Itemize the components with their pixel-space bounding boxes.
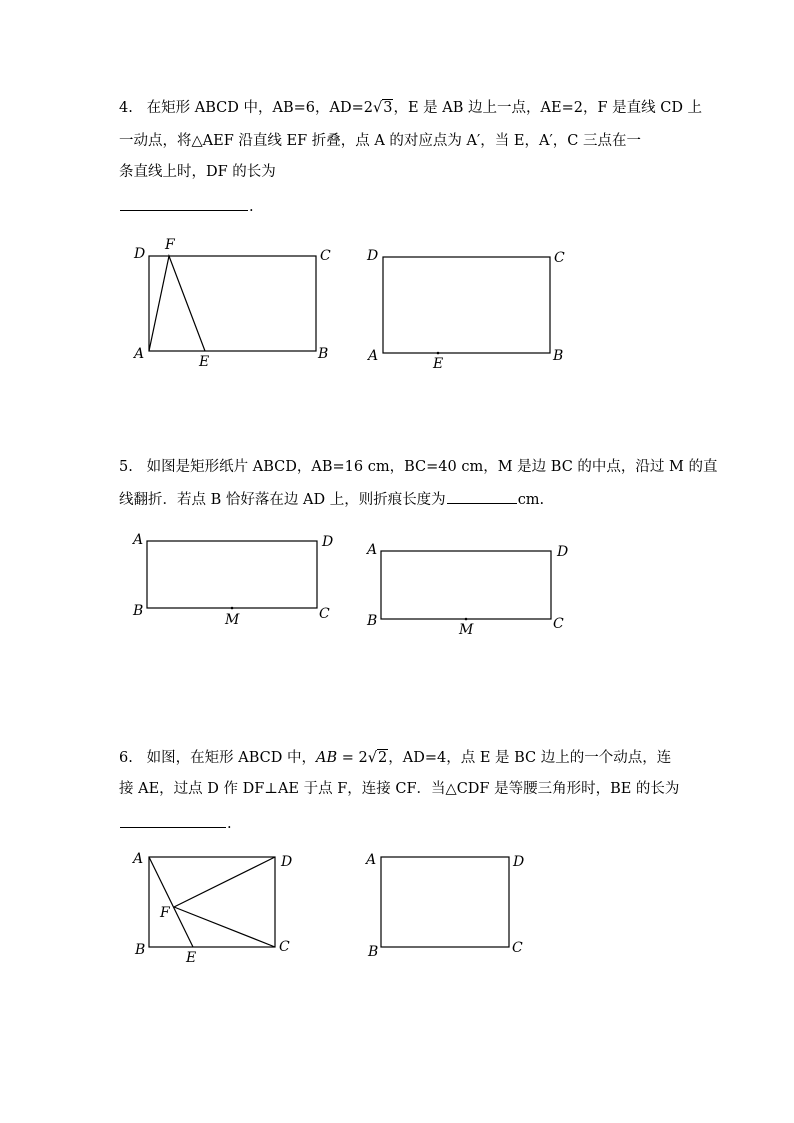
q4-fig2-point-e [437,352,440,355]
q5-fig1-label-a: A [133,532,144,548]
q6-fig1-label-f: F [160,905,170,921]
q5-number: 5. [119,459,133,475]
q4-text-1a: 在矩形 ABCD 中，AB=6，AD= [146,100,364,116]
q4-fig1-label-d: D [134,246,146,262]
q5-text-2a: 线翻折．若点 B 恰好落在边 AD 上，则折痕长度为 [119,492,446,508]
q4-line-3: 条直线上时，DF 的长为 [119,164,276,180]
q6-fig2-rect [381,857,509,947]
q5-fig1-label-d: D [322,534,334,550]
q6-end: . [227,816,232,832]
q6-sqrt-radicand: 2 [378,750,388,766]
q6-text-1a: 如图，在矩形 ABCD 中， [146,750,317,766]
q4-fig1-label-b: B [318,346,329,362]
q4-fig2-label-d: D [367,248,379,264]
q6-fig1-ae [149,857,193,947]
q4-sqrt-radicand: 3 [383,100,393,116]
q4-fig1-label-e: E [199,354,210,370]
q5-fig1-label-m: M [225,612,240,628]
q6-fig1-df [174,857,275,907]
q4-fig2-label-e: E [433,356,444,372]
q4-sqrt: √3 [373,100,393,116]
q5-fig2-label-d: D [557,544,569,560]
q5-fig1-rect [147,541,317,608]
q5-fig1-label-c: C [319,606,330,622]
q5-fig1-label-b: B [133,603,144,619]
q6-fig1-label-c: C [279,939,290,955]
q6-eq-sign: = [337,750,359,766]
q6-fig1-label-a: A [133,851,144,867]
q4-fig2-label-a: A [368,348,379,364]
q6-fig2-label-b: B [368,944,379,960]
q6-line-2: 接 AE，过点 D 作 DF⊥AE 于点 F，连接 CF．当△CDF 是等腰三角形时，BE 的长为 [119,781,680,797]
q4-fig1-label-a: A [134,346,145,362]
q6-fig1-rect [149,857,275,947]
q4-end: . [249,199,254,215]
q5-text-1: 如图是矩形纸片 ABCD，AB=16 cm，BC=40 cm，M 是边 BC 的中点，沿过 M 的直 [146,459,718,475]
q4-fig1-label-c: C [320,248,331,264]
q5-fig2-label-c: C [553,616,564,632]
q6-sqrt-coef: 2 [358,750,368,766]
q5-fig2-rect [381,551,551,619]
q4-fig1-triangle [149,256,205,351]
q4-text-1b: ，E 是 AB 边上一点，AE=2，F 是直线 CD 上 [393,100,703,116]
q6-fig2-label-c: C [512,940,523,956]
q5-text-2b: cm. [517,492,545,508]
q4-fig2-rect [383,257,550,353]
q4-fig2-label-c: C [554,250,565,266]
q4-sqrt-coef: 2 [363,100,373,116]
q6-fig1-label-b: B [135,942,146,958]
q5-fig2-point-m [465,618,468,621]
q6-text-1b: ，AD=4，点 E 是 BC 边上的一个动点，连 [388,750,672,766]
q6-fig1-label-e: E [186,950,197,966]
q6-number: 6. [119,750,133,766]
q5-fig1-point-m [231,607,234,610]
q4-number: 4. [119,100,133,116]
q4-fig1-label-f: F [165,237,175,253]
q6-eq-lhs: AB [316,750,338,766]
q6-fig1-label-d: D [281,854,293,870]
q6-sqrt: √2 [367,750,388,766]
q6-fig2-label-a: A [366,852,377,868]
q5-fig2-label-a: A [367,542,378,558]
q5-fig2-label-m: M [459,622,474,638]
q6-fig2-label-d: D [513,854,525,870]
q5-fig2-label-b: B [367,613,378,629]
q4-line-2: 一动点，将△AEF 沿直线 EF 折叠，点 A 的对应点为 A′，当 E，A′，C 三点在一 [119,133,641,149]
q6-fig1-fc [174,907,275,947]
q4-fig2-label-b: B [553,348,564,364]
